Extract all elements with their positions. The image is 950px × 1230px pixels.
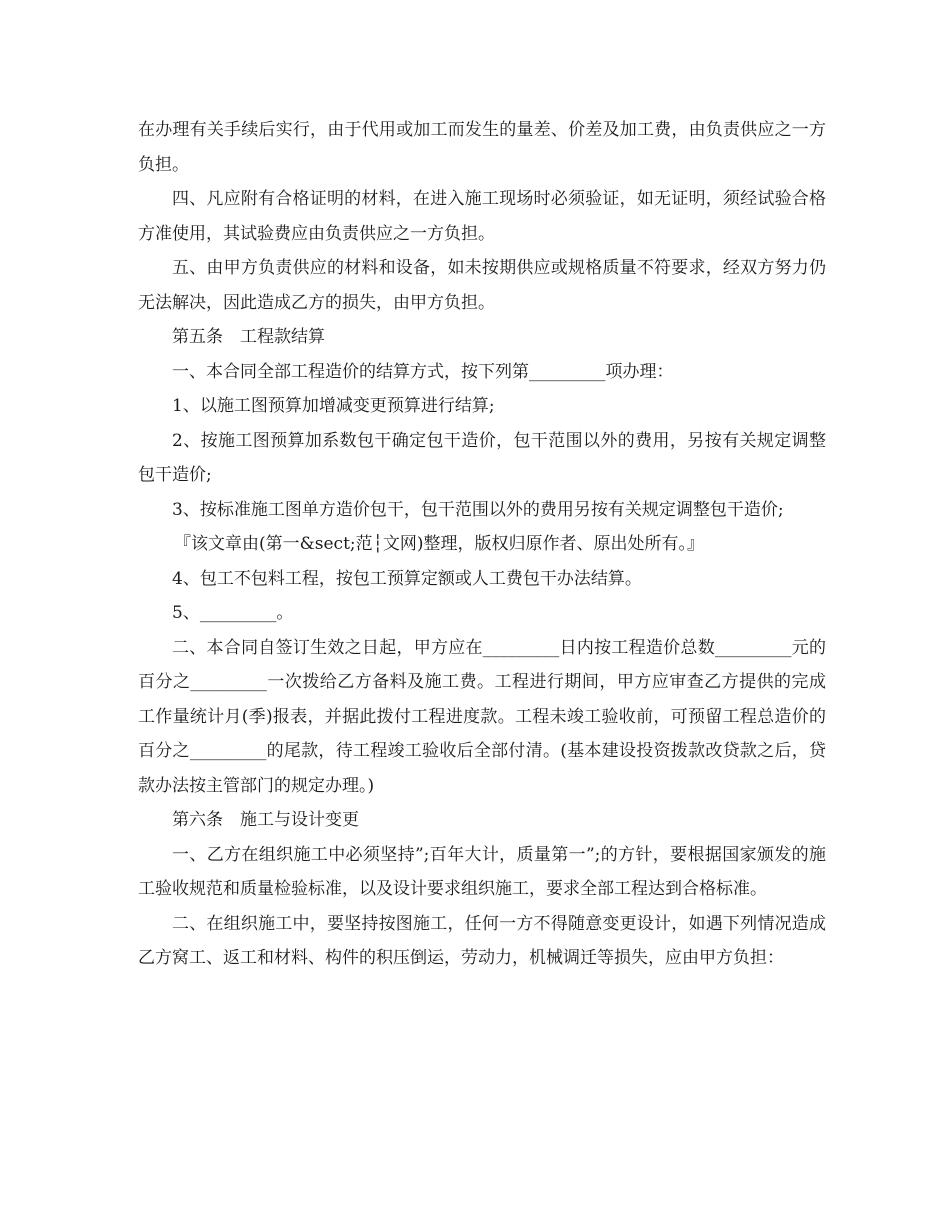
list-item-4: 4、包工不包料工程，按包工预算定额或人工费包干办法结算。 <box>172 568 642 589</box>
document-page <box>138 113 826 976</box>
list-item-1: 1、以施工图预算加增减变更预算进行结算; <box>172 396 495 416</box>
section-heading-article-6: 第六条 施工与设计变更 <box>172 810 359 830</box>
list-item-2: 2、按施工图预算加系数包干确定包干造价，包干范围以外的费用，另按有关规定调整包干造价; <box>138 430 826 485</box>
list-item-3: 3、按标准施工图单方造价包干，包干范围以外的费用另按有关规定调整包干造价; <box>172 499 784 520</box>
paragraph-continuation: 在办理有关手续后实行，由于代用或加工而发生的量差、价差及加工费，由负责供应之一方负担。 <box>138 120 826 175</box>
section-heading-article-5: 第五条 工程款结算 <box>172 327 325 347</box>
paragraph-clause-4: 四、凡应附有合格证明的材料，在进入施工现场时必须验证，如无证明，须经试验合格方准使用，其试验费应由负责供应之一方负担。 <box>138 189 826 244</box>
paragraph-clause-5: 五、由甲方负责供应的材料和设备，如未按期供应或规格质量不符要求，经双方努力仍无法解决，因此造成乙方的损失，由甲方负担。 <box>138 258 826 313</box>
paragraph-settlement-method: 一、本合同全部工程造价的结算方式，按下列第_________项办理： <box>172 361 674 382</box>
list-item-5: 5、_________。 <box>172 603 294 623</box>
copyright-notice: 『该文章由(第一&sect;范┆文网)整理，版权归原作者、原出处所有。』 <box>174 534 704 554</box>
paragraph-design-change: 二、在组织施工中，要坚持按图施工，任何一方不得随意变更设计，如遇下列情况造成乙方窝工、返工和材料、构件的积压倒运，劳动力，机械调迁等损失，应由甲方负担： <box>138 913 826 968</box>
paragraph-payment: 二、本合同自签订生效之日起，甲方应在_________日内按工程造价总数_________元的百分之_________一次拨给乙方备料及施工费。工程进行期间，甲方应审查乙方提供的完成工作量统计月(季)报表，并据此拨付工程进度款。工程未竣工验收前，可预留工程总造价的百分之_________的尾款，待工程竣工验收后全部付清。(基本建设投资拨款改贷款之后，贷款办法按主管部门的规定办理。) <box>138 637 826 796</box>
paragraph-quality-policy: 一、乙方在组织施工中必须坚持”;百年大计，质量第一”;的方针，要根据国家颁发的施工验收规范和质量检验标准，以及设计要求组织施工，要求全部工程达到合格标准。 <box>138 844 826 899</box>
